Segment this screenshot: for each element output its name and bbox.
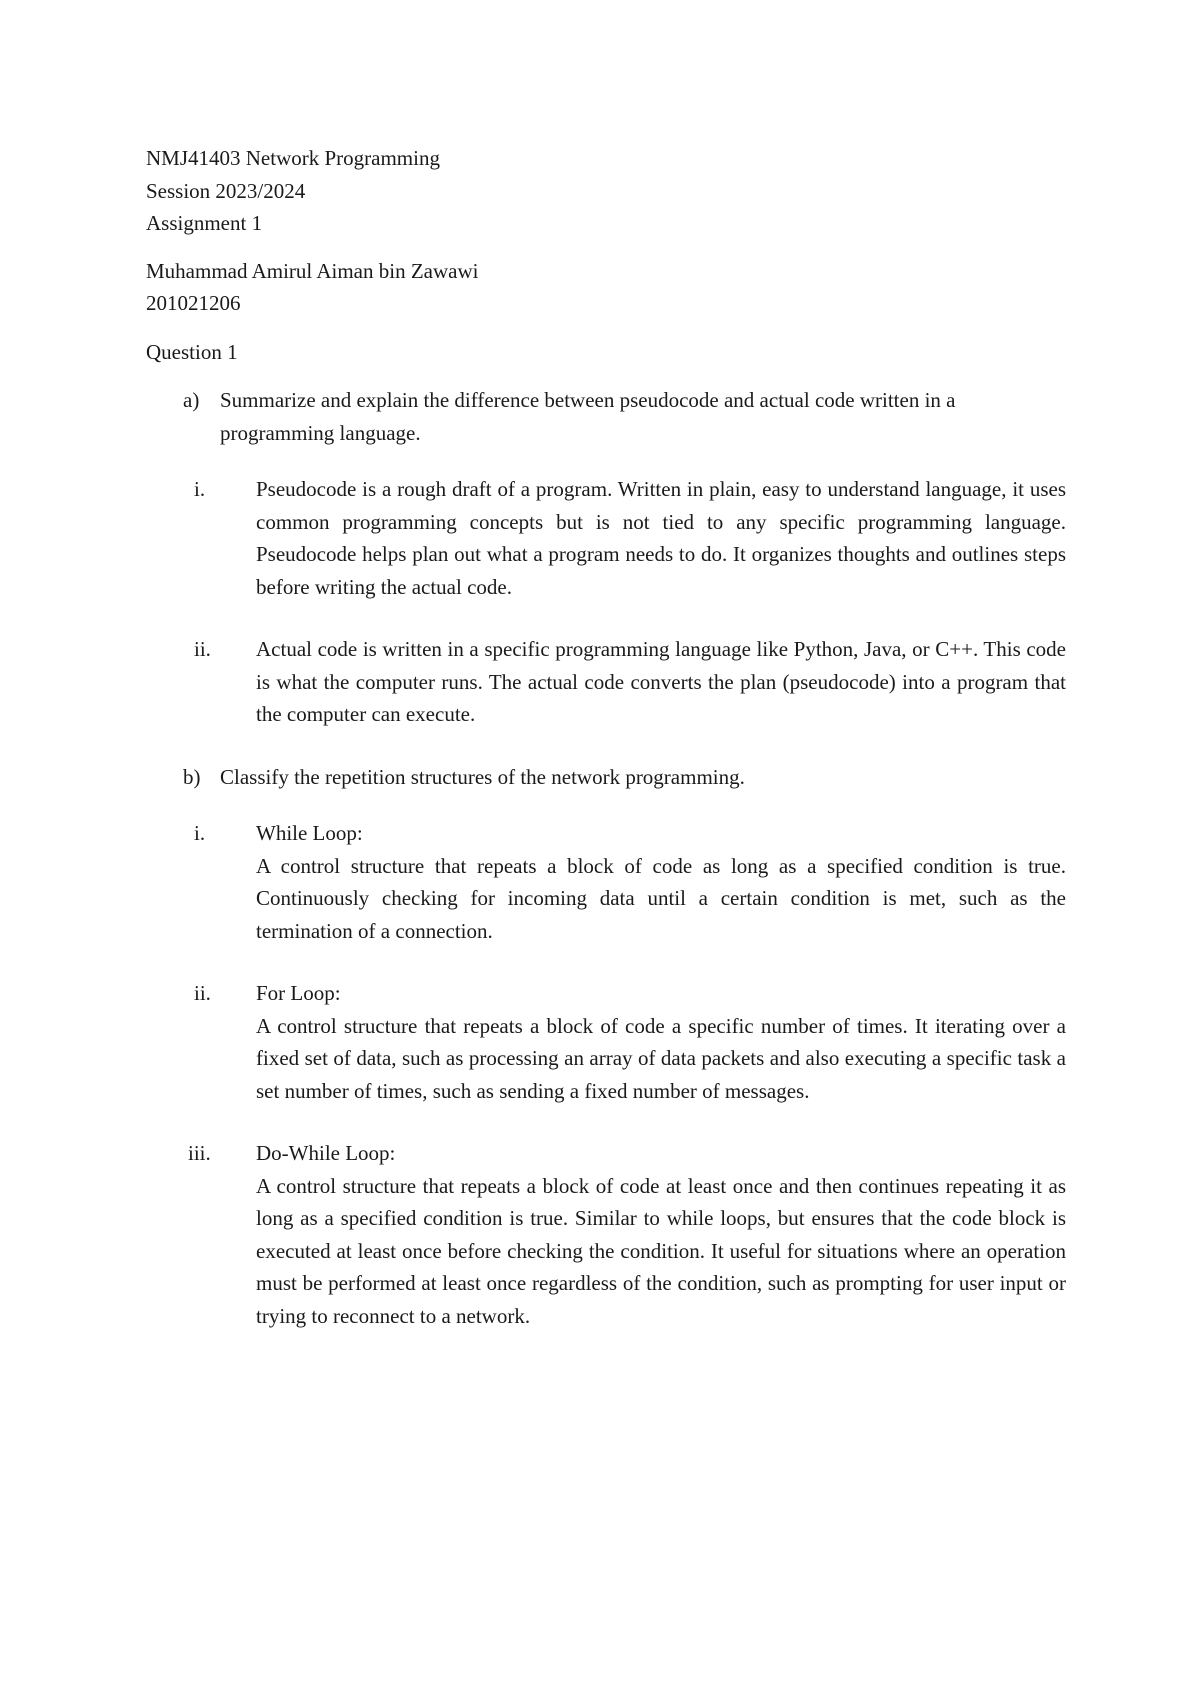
item-title: For Loop:: [256, 981, 341, 1005]
answer-item: [146, 817, 1066, 947]
document-header: [146, 142, 1066, 240]
question-part-a: [146, 384, 1066, 449]
item-label: i.: [194, 477, 206, 501]
assignment-label: Assignment 1: [146, 211, 263, 235]
answer-item: [146, 633, 1066, 731]
part-text: Classify the repetition structures of the network programming.: [220, 764, 745, 789]
answer-item: [146, 1137, 1066, 1332]
part-label: b): [183, 764, 201, 789]
part-a-answers: [146, 473, 1066, 731]
item-text: A control structure that repeats a block of code as long as a specified condition is true. Continuously checking for incoming data until a certain condition is met, such as the termination of a connection.: [256, 853, 1066, 943]
item-body: [256, 817, 1066, 947]
course-title: NMJ41403 Network Programming: [146, 146, 440, 170]
student-id: 201021206: [146, 291, 241, 315]
item-title: Do-While Loop:: [256, 1141, 396, 1165]
item-body: [256, 473, 1066, 603]
item-label: ii.: [194, 637, 211, 661]
answer-item: [146, 977, 1066, 1107]
item-body: [256, 633, 1066, 731]
item-label: i.: [194, 821, 206, 845]
item-label: ii.: [194, 981, 211, 1005]
item-text: Actual code is written in a specific programming language like Python, Java, or C++. This code is what the computer runs. The actual code converts the plan (pseudocode) into a program that the computer can execute.: [256, 637, 1066, 726]
item-text: A control structure that repeats a block of code at least once and then continues repeating it as long as a specified condition is true. Similar to while loops, but ensures that the code block is executed at least once before checking the condition. It useful for situations where an operation must be performed at least once regardless of the condition, such as prompting for user input or trying to reconnect to a network.: [256, 1173, 1066, 1328]
part-text: Summarize and explain the difference between pseudocode and actual code written in a programming language.: [220, 388, 956, 445]
document-content: [146, 142, 1066, 1362]
item-text: Pseudocode is a rough draft of a program. Written in plain, easy to understand language, it uses common programming concepts but is not tied to any specific programming language. Pseudocode helps plan out what a program needs to do. It organizes thoughts and outlines steps before writing the actual code.: [256, 477, 1066, 599]
item-text: A control structure that repeats a block of code a specific number of times. It iterating over a fixed set of data, such as processing an array of data packets and also executing a specific task a set number of times, such as sending a fixed number of messages.: [256, 1013, 1066, 1103]
item-body: [256, 1137, 1066, 1332]
question-part-b: [146, 761, 1066, 794]
answer-item: [146, 473, 1066, 603]
session-label: Session 2023/2024: [146, 178, 306, 203]
part-b-answers: [146, 817, 1066, 1332]
item-label: iii.: [188, 1141, 211, 1165]
item-title: While Loop:: [256, 821, 363, 845]
question-heading: Question 1: [146, 339, 238, 364]
item-body: [256, 977, 1066, 1107]
author-name: Muhammad Amirul Aiman bin Zawawi: [146, 258, 479, 283]
part-label: a): [183, 388, 200, 412]
author-block: [146, 255, 1066, 320]
